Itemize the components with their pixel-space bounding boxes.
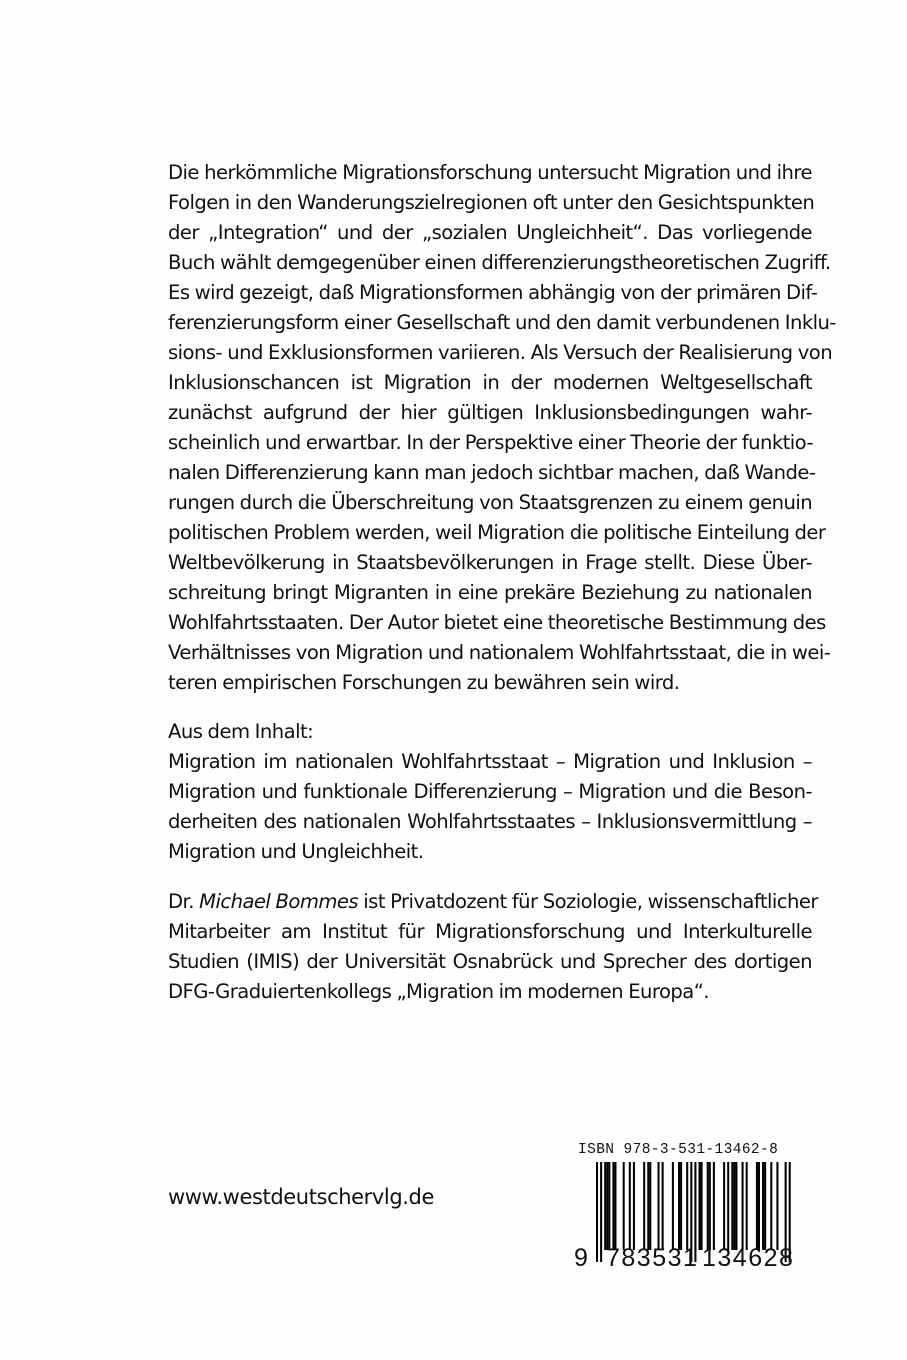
author-bio-text: ist Privatdozent für Soziologie, wissenschaftlicher [363,890,818,913]
blurb-line: Folgen in den Wanderungszielregionen oft unter den Gesichtspunkten [168,191,815,214]
blurb-line: der „Integration“ und der „sozialen Ungleichheit“. Das vorliegende [168,221,812,244]
isbn-label: ISBN 978-3-531-13462-8 [578,1142,779,1158]
ean-first-digit: 9 [574,1244,588,1272]
blurb-line: Es wird gezeigt, daß Migrationsformen abhängig von der primären Dif- [168,281,818,304]
contents-section [168,717,812,867]
contents-heading: Aus dem Inhalt: [168,720,314,743]
blurb-line: Buch wählt demgegenüber einen differenzierungstheoretischen Zugriff. [168,251,831,274]
blurb-line: Inklusionschancen ist Migration in der modernen Weltgesellschaft [168,371,812,394]
blurb-line: Verhältnisses von Migration und nationalem Wohlfahrtsstaat, die in wei- [168,641,831,664]
ean-right-digits: 134628 [702,1244,795,1272]
author-bio [168,887,818,1007]
blurb-line: teren empirischen Forschungen zu bewähren sein wird. [168,671,680,694]
blurb-line: schreitung bringt Migranten in eine prekäre Beziehung zu nationalen [168,581,812,604]
author-bio-line: Mitarbeiter am Institut für Migrationsforschung und Interkulturelle [168,920,812,943]
author-bio-line: Studien (IMIS) der Universität Osnabrück und Sprecher des dortigen [168,950,812,973]
blurb-line: nalen Differenzierung kann man jedoch sichtbar machen, daß Wande- [168,461,816,484]
blurb-paragraph [168,158,836,698]
ean-left-digits: 783531 [606,1244,699,1272]
blurb-line: Wohlfahrtsstaaten. Der Autor bietet eine theoretische Bestimmung des [168,611,826,634]
blurb-line: ferenzierungsform einer Gesellschaft und den damit verbundenen Inklu- [168,311,836,334]
blurb-line: Weltbevölkerung in Staatsbevölkerungen in Frage stellt. Diese Über- [168,551,812,574]
author-title: Dr. [168,890,194,913]
isbn-barcode [572,1142,812,1274]
contents-line: derheiten des nationalen Wohlfahrtsstaates – Inklusionsvermittlung – [168,810,812,833]
contents-line: Migration und Ungleichheit. [168,840,424,863]
publisher-url: www.westdeutschervlg.de [168,1185,435,1209]
author-name: Michael Bommes [199,890,359,913]
blurb-line: zunächst aufgrund der hier gültigen Inklusionsbedingungen wahr- [168,401,812,424]
blurb-line: scheinlich und erwartbar. In der Perspektive einer Theorie der funktio- [168,431,813,454]
blurb-line: politischen Problem werden, weil Migration die politische Einteilung der [168,521,826,544]
blurb-line: rungen durch die Überschreitung von Staatsgrenzen zu einem genuin [168,491,813,514]
contents-line: Migration und funktionale Differenzierung – Migration und die Beson- [168,780,812,803]
contents-line: Migration im nationalen Wohlfahrtsstaat – Migration und Inklusion – [168,750,812,773]
blurb-line: Die herkömmliche Migrationsforschung untersucht Migration und ihre [168,161,812,184]
blurb-line: sions- und Exklusionsformen variieren. Als Versuch der Realisierung von [168,341,833,364]
author-bio-line: DFG-Graduiertenkollegs „Migration im modernen Europa“. [168,980,710,1003]
author-bio-first-line [168,887,818,917]
